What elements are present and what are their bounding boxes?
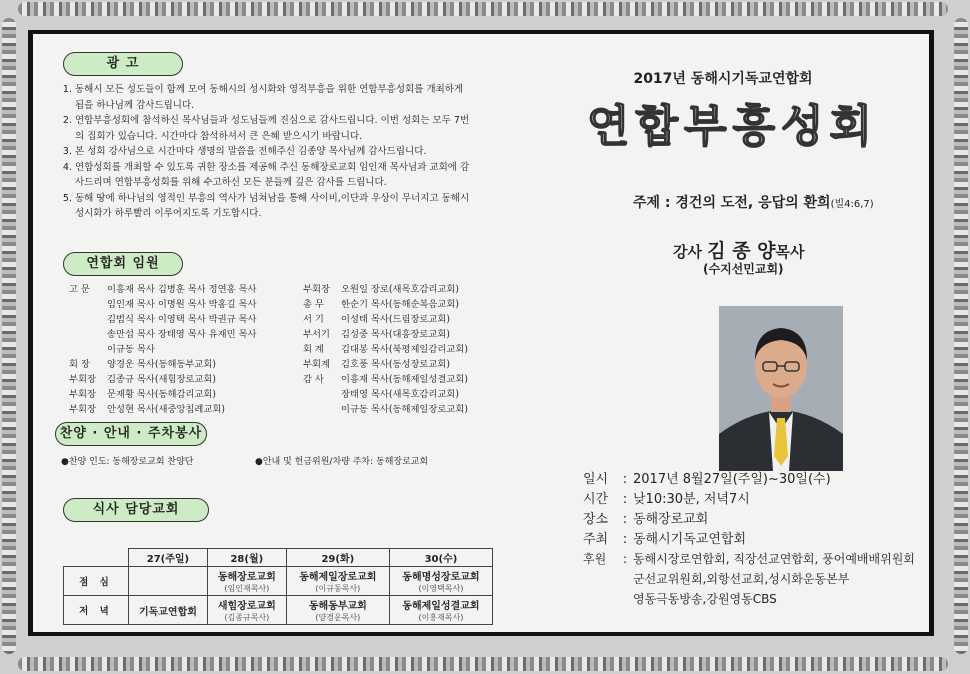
guide-line: ●안내 및 헌금위원/차량 주차: 동해장로교회 bbox=[255, 457, 429, 467]
officer-row: 장태영 목사(새목호감리교회) bbox=[341, 389, 459, 400]
meal-cell: 동해제일성결교회 (이흥재목사) bbox=[389, 596, 492, 625]
notice-item: 4. 연합성회를 개최할 수 있도록 귀한 장소를 제공해 주신 동해장로교회 임인재 목사님과 교회에 감사드리며 연합부흥성회를 위해 수고하신 모든 분들께 깊은 감사를 드립니다. bbox=[75, 160, 471, 191]
theme-line: 주제 : 경건의 도전, 응답의 환희(빌4:6,7) bbox=[633, 195, 874, 211]
officer-row: 김범식 목사 이영택 목사 박권규 목사 bbox=[107, 314, 257, 325]
officer-row: 서 기 이성태 목사(드림장로교회) bbox=[303, 314, 450, 325]
decorative-rail-left bbox=[2, 18, 16, 654]
speaker-portrait-image bbox=[719, 306, 843, 471]
speaker-church: (수지선민교회) bbox=[703, 262, 784, 276]
info-row-venue: 장소 : 동해장로교회 bbox=[583, 512, 709, 527]
praise-line: ●찬양 인도: 동해장로교회 찬양단 bbox=[61, 457, 194, 467]
notice-item: 3. 본 성회 강사님으로 시간마다 생명의 말씀을 전해주신 김종양 목사님께 감사드립니다. bbox=[75, 144, 471, 160]
main-title: 연합부흥성회 bbox=[587, 101, 879, 152]
officer-row: 부회장 문재황 목사(동해감리교회) bbox=[69, 389, 216, 400]
decorative-rail-top bbox=[18, 2, 948, 16]
day-header: 29(화) bbox=[286, 549, 389, 567]
officer-row: 임인재 목사 이명원 목사 박홍길 목사 bbox=[107, 299, 257, 310]
notice-item: 2. 연합부흥성회에 참석하신 목사님들과 성도님들께 진심으로 감사드립니다. 이번 성회는 모두 7번의 집회가 있습니다. 시간마다 참석하셔서 큰 은혜 받으시기 바랍니다. bbox=[75, 113, 471, 144]
document-paper bbox=[33, 34, 929, 632]
officer-row: 이규동 목사 bbox=[107, 344, 155, 355]
meal-cell: 새힘장로교회 (김종규목사) bbox=[207, 596, 286, 625]
meal-cell: 동해명성장로교회 (이영택목사) bbox=[389, 567, 492, 596]
info-row-date: 일시 : 2017년 8월27일(주일)~30일(수) bbox=[583, 472, 831, 487]
notice-heading: 광 고 bbox=[63, 52, 183, 76]
officer-row: 부서기 김성중 목사(대흥장로교회) bbox=[303, 329, 450, 340]
day-header: 30(수) bbox=[389, 549, 492, 567]
row-label: 저 녁 bbox=[64, 596, 129, 625]
info-row-time: 시간 : 낮10:30분, 저녁7시 bbox=[583, 492, 750, 507]
officer-row: 고 문 이흥재 목사 김병훈 목사 정연홍 목사 bbox=[69, 284, 257, 295]
officer-row: 송만섭 목사 장태영 목사 유재민 목사 bbox=[107, 329, 257, 340]
document-border bbox=[28, 30, 934, 636]
sponsors-line: 영동극동방송,강원영동CBS bbox=[633, 592, 777, 606]
service-heading: 찬양 · 안내 · 주차봉사 bbox=[55, 422, 207, 446]
meal-cell: 기독교연합회 bbox=[129, 596, 208, 625]
sponsors-line: 군선교위원회,외항선교회,성시화운동본부 bbox=[633, 572, 850, 586]
notice-list bbox=[61, 82, 471, 222]
officer-row: 회 장 양경운 목사(동해동부교회) bbox=[69, 359, 216, 370]
officer-row: 부회장 오원일 장로(새목호감리교회) bbox=[303, 284, 459, 295]
day-header: 28(월) bbox=[207, 549, 286, 567]
day-header: 27(주일) bbox=[129, 549, 208, 567]
meal-header-row bbox=[64, 549, 493, 567]
speaker-line: 강사 김 종 양목사 bbox=[673, 240, 805, 262]
decorative-rail-right bbox=[954, 18, 968, 654]
speaker-photo bbox=[719, 306, 843, 471]
info-row-host: 주최 : 동해시기독교연합회 bbox=[583, 532, 747, 547]
officer-row: 감 사 이흥재 목사(동해제일성결교회) bbox=[303, 374, 468, 385]
officers-heading: 연합회 임원 bbox=[63, 252, 183, 276]
meal-cell bbox=[129, 567, 208, 596]
year-title: 2017년 동해시기독교연합회 bbox=[633, 71, 813, 87]
meal-table bbox=[63, 548, 493, 625]
decorative-rail-bottom bbox=[18, 657, 948, 671]
meal-cell: 동해동부교회 (양경운목사) bbox=[286, 596, 389, 625]
notice-item: 5. 동해 땅에 하나님의 영적인 부흥의 역사가 넘쳐남을 통해 사이비,이단과 우상이 무너지고 동해시 성시화가 하루빨리 이루어지도록 기도합시다. bbox=[75, 191, 471, 222]
notice-item: 1. 동해시 모든 성도들이 함께 모여 동해시의 성시화와 영적부흥을 위한 연합부흥성회를 개최하게 됨을 하나님께 감사드립니다. bbox=[75, 82, 471, 113]
info-row-sponsors: 후원 : 동해시장로연합회, 직장선교연합회, 풍어예배배위원회 bbox=[583, 552, 915, 566]
table-row bbox=[64, 567, 493, 596]
table-row bbox=[64, 596, 493, 625]
officer-row: 부회장 김종규 목사(새힘장로교회) bbox=[69, 374, 216, 385]
meal-heading: 식사 담당교회 bbox=[63, 498, 209, 522]
officer-row: 부회계 김호풍 목사(동성장로교회) bbox=[303, 359, 450, 370]
officer-row: 회 계 김대봉 목사(북평제일감리교회) bbox=[303, 344, 468, 355]
officer-row: 부회장 안성현 목사(새중앙침례교회) bbox=[69, 404, 225, 415]
event-panel bbox=[573, 34, 929, 632]
meal-cell: 동해장로교회 (임인재목사) bbox=[207, 567, 286, 596]
officer-row: 이규동 목사(동해제일장로교회) bbox=[341, 404, 468, 415]
meal-cell: 동해제일장로교회 (이규동목사) bbox=[286, 567, 389, 596]
row-label: 점 심 bbox=[64, 567, 129, 596]
officer-row: 총 무 한순기 목사(동해순복음교회) bbox=[303, 299, 459, 310]
